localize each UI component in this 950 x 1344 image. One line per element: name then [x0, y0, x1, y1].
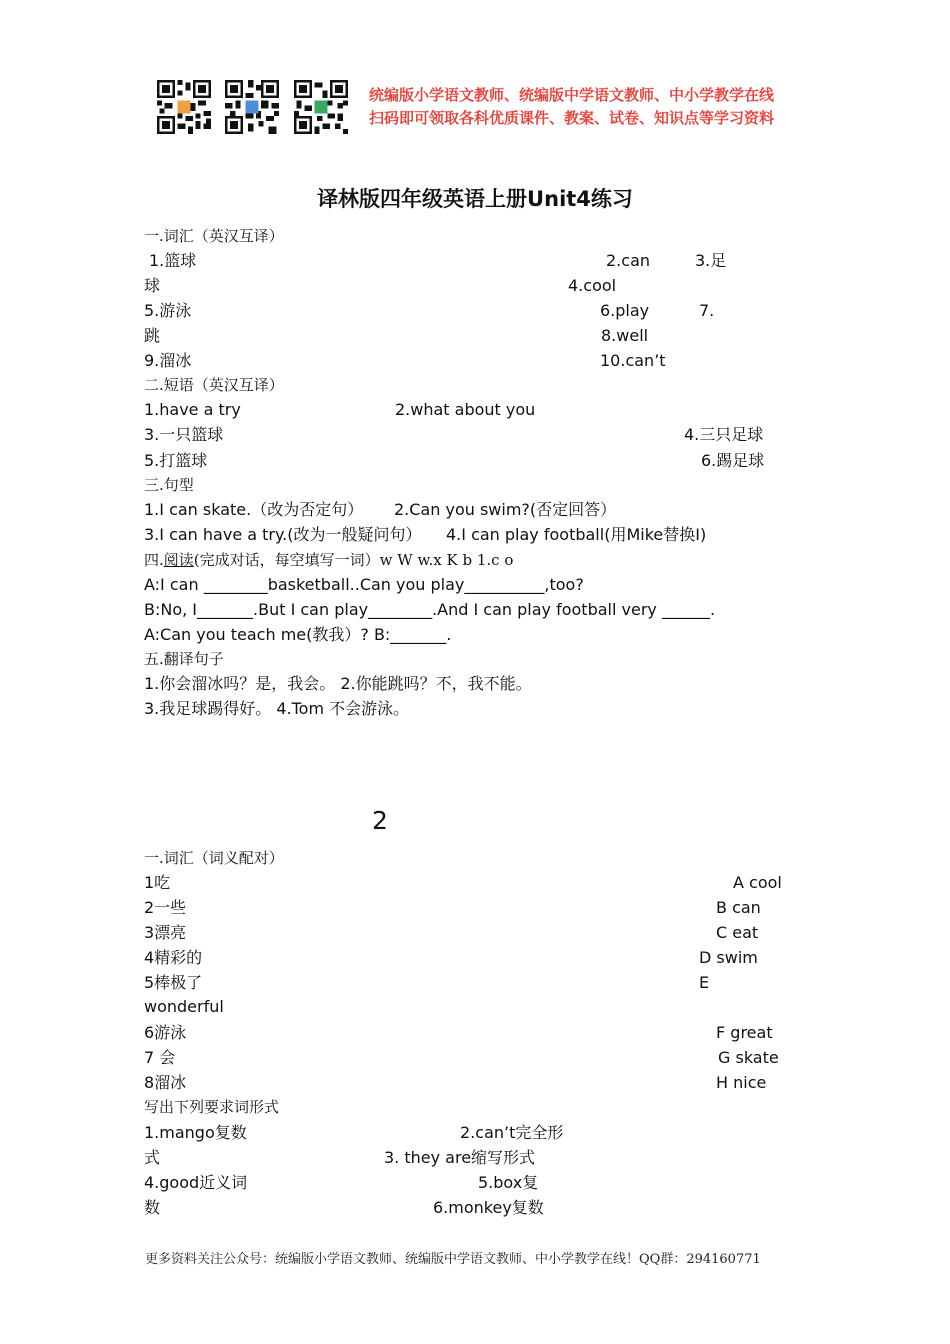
match-right-item: C eat — [716, 923, 759, 942]
section-number: 四. — [144, 551, 164, 569]
phrase-item: 2.what about you — [395, 400, 536, 419]
sentence-item: 1.I can skate.（改为否定句） — [144, 500, 364, 519]
word-form-item: 式 — [144, 1148, 161, 1167]
word-form-item: 4.good近义词 — [144, 1173, 248, 1192]
match-left-item: 4精彩的 — [144, 948, 203, 967]
banner-line-2: 扫码即可领取各科优质课件、教案、试卷、知识点等学习资料 — [369, 109, 775, 127]
sentence-item: 3.I can have a try.(改为一般疑问句） — [144, 525, 422, 544]
word-form-item: 6.monkey复数 — [433, 1198, 544, 1217]
translation-item: 1.你会溜冰吗？是，我会。 2.你能跳吗？不，我不能。 — [144, 674, 532, 693]
match-left-item: 2一些 — [144, 898, 187, 917]
word-form-item: 数 — [144, 1198, 161, 1217]
match-left-item: 1吃 — [144, 873, 171, 892]
footer-note: 更多资料关注公众号：统编版小学语文教师、统编版中学语文教师、中小学教学在线！QQ群：294160771 — [145, 1252, 761, 1267]
vocab-item: 3.足 — [695, 251, 727, 270]
vocab-item: 9.溜冰 — [144, 351, 192, 370]
qr-code-icon — [157, 80, 211, 134]
vocab-item: 4.cool — [568, 276, 617, 295]
match-right-item: F great — [716, 1023, 773, 1042]
reading-link: 阅读 — [163, 551, 194, 569]
header-banner — [157, 80, 797, 136]
section-heading: 五.翻译句子 — [144, 650, 224, 668]
match-right-item: wonderful — [144, 997, 224, 1016]
phrase-item: 5.打篮球 — [144, 451, 208, 470]
match-left-item: 3漂亮 — [144, 923, 187, 942]
qr-code-icon — [294, 80, 348, 134]
vocab-item: 2.can — [606, 251, 651, 270]
vocab-item: 10.can’t — [600, 351, 666, 370]
vocab-item: 1.篮球 — [149, 251, 197, 270]
banner-text — [369, 84, 774, 130]
match-left-item: 5棒极了 — [144, 973, 203, 992]
match-left-item: 6游泳 — [144, 1023, 187, 1042]
word-form-item: 1.mango复数 — [144, 1123, 247, 1142]
phrase-item: 4.三只足球 — [684, 425, 764, 444]
dialogue-line: A:Can you teach me(教我）? B:_______. — [144, 625, 452, 644]
match-right-item: D swim — [699, 948, 758, 967]
match-left-item: 8溜冰 — [144, 1073, 187, 1092]
section-instruction: (完成对话，每空填写一词）w W w.x K b 1.c o — [193, 551, 514, 569]
page-title: 译林版四年级英语上册Unit4练习 — [317, 187, 633, 211]
match-left-item: 7 会 — [144, 1048, 176, 1067]
section-heading: 三.句型 — [144, 476, 194, 494]
word-form-item: 5.box复 — [478, 1173, 539, 1192]
vocab-item: 8.well — [601, 326, 649, 345]
vocab-item: 6.play — [600, 301, 650, 320]
match-right-item: A cool — [733, 873, 782, 892]
match-right-item: G skate — [718, 1048, 779, 1067]
section-heading: 一.词汇（英汉互译） — [144, 227, 284, 245]
phrase-item: 6.踢足球 — [701, 451, 765, 470]
part-number: 2 — [372, 806, 388, 835]
qr-code-icon — [225, 80, 279, 134]
sentence-item: 4.I can play football(用Mike替换I) — [446, 525, 707, 544]
match-right-item: B can — [716, 898, 761, 917]
phrase-item: 1.have a try — [144, 400, 241, 419]
match-right-item: H nice — [716, 1073, 767, 1092]
section-heading: 二.短语（英汉互译） — [144, 376, 284, 394]
phrase-item: 3.一只篮球 — [144, 425, 224, 444]
vocab-item: 5.游泳 — [144, 301, 192, 320]
vocab-item: 球 — [144, 276, 161, 295]
section-heading: 一.词汇（词义配对） — [144, 849, 284, 867]
word-form-item: 2.can’t完全形 — [460, 1123, 564, 1142]
section-heading: 写出下列要求词形式 — [144, 1098, 280, 1116]
vocab-item: 7. — [699, 301, 715, 320]
dialogue-line: B:No, I_______.But I can play________.And I can play football very ______. — [144, 600, 716, 619]
banner-line-1: 统编版小学语文教师、统编版中学语文教师、中小学教学在线 — [369, 86, 775, 104]
word-form-item: 3. they are缩写形式 — [384, 1148, 536, 1167]
match-right-item: E — [699, 973, 710, 992]
sentence-item: 2.Can you swim?(否定回答） — [394, 500, 617, 519]
translation-item: 3.我足球踢得好。 4.Tom 不会游泳。 — [144, 699, 410, 718]
vocab-item: 跳 — [144, 326, 161, 345]
section-heading — [144, 550, 513, 570]
dialogue-line: A:I can ________basketball..Can you play__________,too? — [144, 575, 584, 594]
